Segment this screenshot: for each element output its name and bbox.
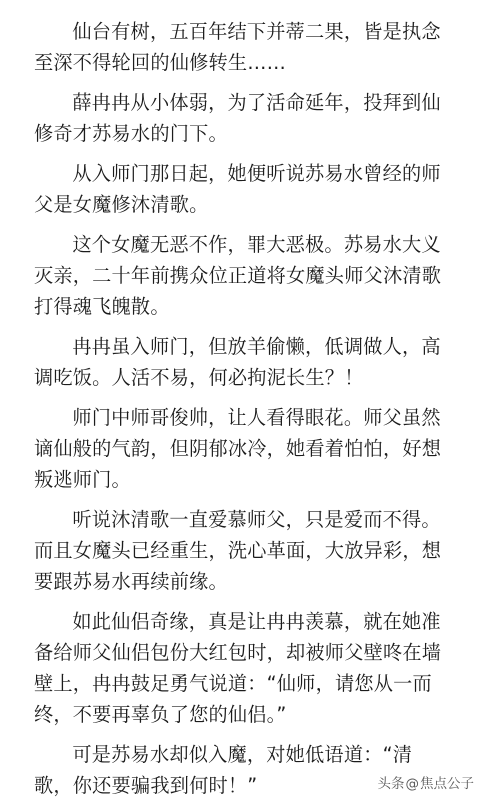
paragraph-2 <box>34 87 474 149</box>
paragraph-line: 备给师父仙侣包份大红包时，却被师父壁咚在墙 <box>34 641 442 664</box>
paragraph-line: 仙台有树，五百年结下并蒂二果，皆是执念 <box>72 20 441 43</box>
paragraph-line: 要跟苏易水再续前缘。 <box>34 570 228 593</box>
paragraph-line: 至深不得轮回的仙修转生…… <box>34 51 287 74</box>
paragraph-1 <box>34 16 474 78</box>
paragraph-7 <box>34 504 474 597</box>
paragraph-line: 这个女魔无恶不作，罪大恶极。苏易水大义 <box>72 233 441 256</box>
paragraph-3 <box>34 158 474 220</box>
paragraph-line: 师门中师哥俊帅，让人看得眼花。师父虽然 <box>72 406 441 429</box>
paragraph-line: 父是女魔修沐清歌。 <box>34 193 209 216</box>
paragraph-line: 终，不要再辜负了您的仙侣。” <box>34 703 287 726</box>
paragraph-line: 打得魂飞魄散。 <box>34 295 170 318</box>
paragraph-line: 叛逃师门。 <box>34 468 131 491</box>
source-watermark <box>378 775 475 793</box>
paragraph-line: 壁上，冉冉鼓足勇气说道：“仙师，请您从一而 <box>34 672 432 695</box>
watermark-platform: 头条 <box>377 776 405 792</box>
paragraph-line: 而且女魔头已经重生，洗心革面，大放异彩，想 <box>34 539 442 562</box>
watermark-author: 焦点公子 <box>420 776 474 792</box>
watermark-at-sign: @ <box>405 776 419 792</box>
paragraph-line: 薛冉冉从小体弱，为了活命延年，投拜到仙 <box>72 91 441 114</box>
paragraph-line: 谪仙般的气韵，但阴郁冰冷，她看着怕怕，好想 <box>34 437 442 460</box>
paragraph-line: 灭亲，二十年前携众位正道将女魔头师父沐清歌 <box>34 264 442 287</box>
paragraph-line: 歌，你还要骗我到何时！” <box>34 774 258 797</box>
paragraph-6 <box>34 402 474 495</box>
paragraph-line: 可是苏易水却似入魔，对她低语道：“清 <box>72 743 413 766</box>
paragraph-line: 从入师门那日起，她便听说苏易水曾经的师 <box>72 162 441 185</box>
paragraph-line: 如此仙侣奇缘，真是让冉冉羡慕，就在她准 <box>72 610 441 633</box>
article-body <box>34 16 474 810</box>
paragraph-line: 冉冉虽入师门，但放羊偷懒，低调做人，高 <box>72 335 441 358</box>
paragraph-line: 调吃饭。人活不易，何必拘泥长生？！ <box>34 366 364 389</box>
paragraph-line: 听说沐清歌一直爱慕师父，只是爱而不得。 <box>72 508 441 531</box>
paragraph-5 <box>34 331 474 393</box>
paragraph-line: 修奇才苏易水的门下。 <box>34 122 228 145</box>
paragraph-4 <box>34 229 474 322</box>
paragraph-8 <box>34 606 474 730</box>
